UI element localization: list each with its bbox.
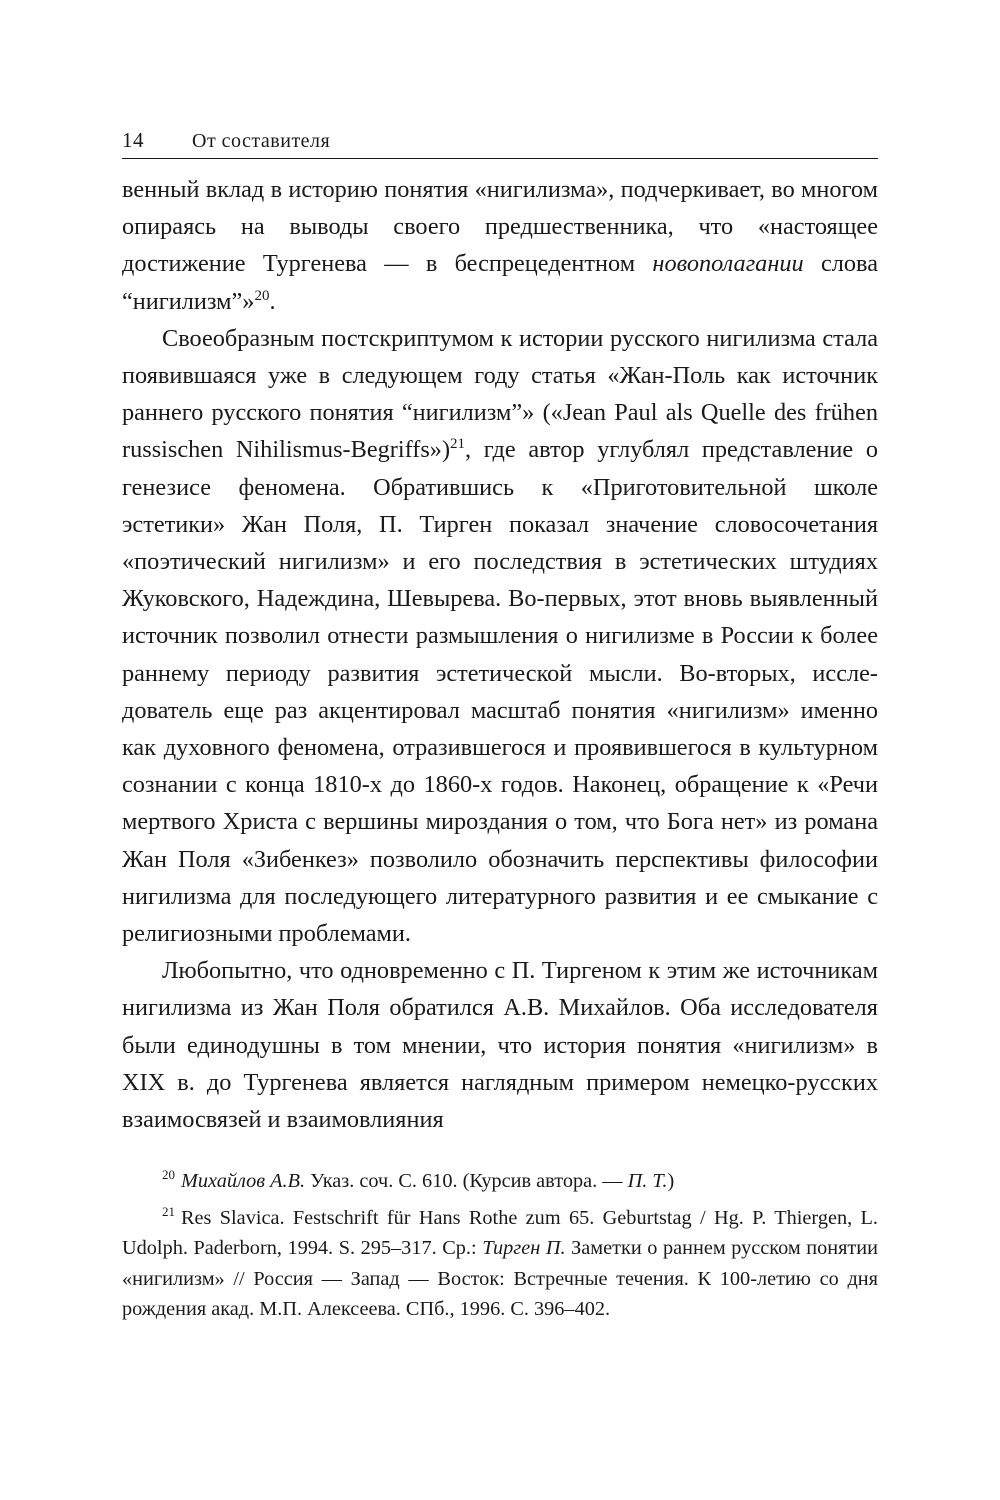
- footnote-20-text-a: Указ. соч. С. 610. (Курсив автора. —: [305, 1170, 628, 1193]
- footnote-20: [122, 1166, 878, 1197]
- footnote-21: [122, 1203, 878, 1325]
- footnote-20-text-b: ): [667, 1170, 675, 1193]
- footnote-ref-21[interactable]: 21: [450, 436, 466, 453]
- page-number: 14: [122, 128, 144, 152]
- paragraph-3: Любопытно, что одновременно с П. Тиргеном к этим же источникам нигилизма из Жан Поля обратился А.В. Михайлов. Оба исследователя были единодушны в том мнении, что история понятия «нигилизм» в XIX в. до Тургенева является наглядным примером немецко-русских взаимосвязей и взаимовлияния: [122, 957, 878, 1134]
- footnote-21-number: 21: [162, 1203, 175, 1219]
- footnote-20-author: Михайлов А.В.: [181, 1170, 306, 1193]
- paragraph-1: [122, 171, 878, 320]
- body-text: [122, 171, 878, 1138]
- running-title: От составителя: [192, 130, 331, 152]
- paragraph-1-text-c: .: [269, 287, 276, 315]
- footnote-20-number: 20: [162, 1167, 175, 1183]
- paragraph-2-text-a: Своеобразным постскриптумом к истории русского нигилизма стала появившаяся уже в следующем году статья «Жан-Поль как источник раннего русского понятия “нигилизм”» («Jean Paul als Quelle des frühen russischen Nihilismus-Begriffs»): [122, 324, 878, 464]
- footnotes: [122, 1166, 878, 1325]
- footnote-21-author: Тирген П.: [482, 1237, 566, 1260]
- footnote-ref-20[interactable]: 20: [254, 287, 270, 304]
- footnote-21-text-a: Res Slavica. Festschrift für Hans Rothe zum 65. Geburtstag / Hg. P. Thiergen, L. Udolph. Paderborn, 1994. S. 295–317. Ср.:: [122, 1206, 878, 1260]
- footnote-21-text-b: Заметки о раннем русском понятии «нигилизм» // Россия — Запад — Восток: Встречные течения. К 100-летию со дня рождения акад. М.П. Алексеева. СПб., 1996. С. 396–402.: [122, 1237, 878, 1321]
- paragraph-1-text-b: слова “нигилизм”»: [122, 250, 878, 315]
- paragraph-2: [122, 320, 878, 952]
- paragraph-2-text-b: , где автор углублял представление о генезисе феномена. Обратившись к «Приготовительной школе эстетики» Жан Поля, П. Тирген показал значение словосочетания «поэтический нигилизм» и его последствия в эстетических штудиях Жуковского, Надеждина, Шевырева. Во-первых, этот вновь выявленный источник позволил отнести размышления о нигилизме в России к более раннему периоду развития эстетической мысли. Во-вторых, исследователь еще раз акцентировал масштаб понятия «нигилизм» именно как духовного феномена, отразившегося и проявившегося в культурном сознании с конца 1810-х до 1860-х годов. Наконец, обращение к «Речи мертвого Христа с вершины мироздания о том, что Бога нет» из романа Жан Поля «Зибенкез» позволило обозначить перспективы философии нигилизма для последующего литературного развития и ее смыкание с религиозными проблемами.: [122, 436, 878, 948]
- footnote-20-initials: П. Т.: [627, 1170, 668, 1193]
- header-rule: [122, 158, 878, 159]
- book-page: [122, 128, 878, 1331]
- running-head: [122, 128, 878, 158]
- paragraph-1-italic: новополагании: [652, 250, 804, 278]
- paragraph-1-text-a: венный вклад в историю понятия «нигилизма», подчеркивает, во многом опираясь на выводы своего предшественника, что «настоящее достижение Тургенева — в беспрецедентном: [122, 176, 878, 278]
